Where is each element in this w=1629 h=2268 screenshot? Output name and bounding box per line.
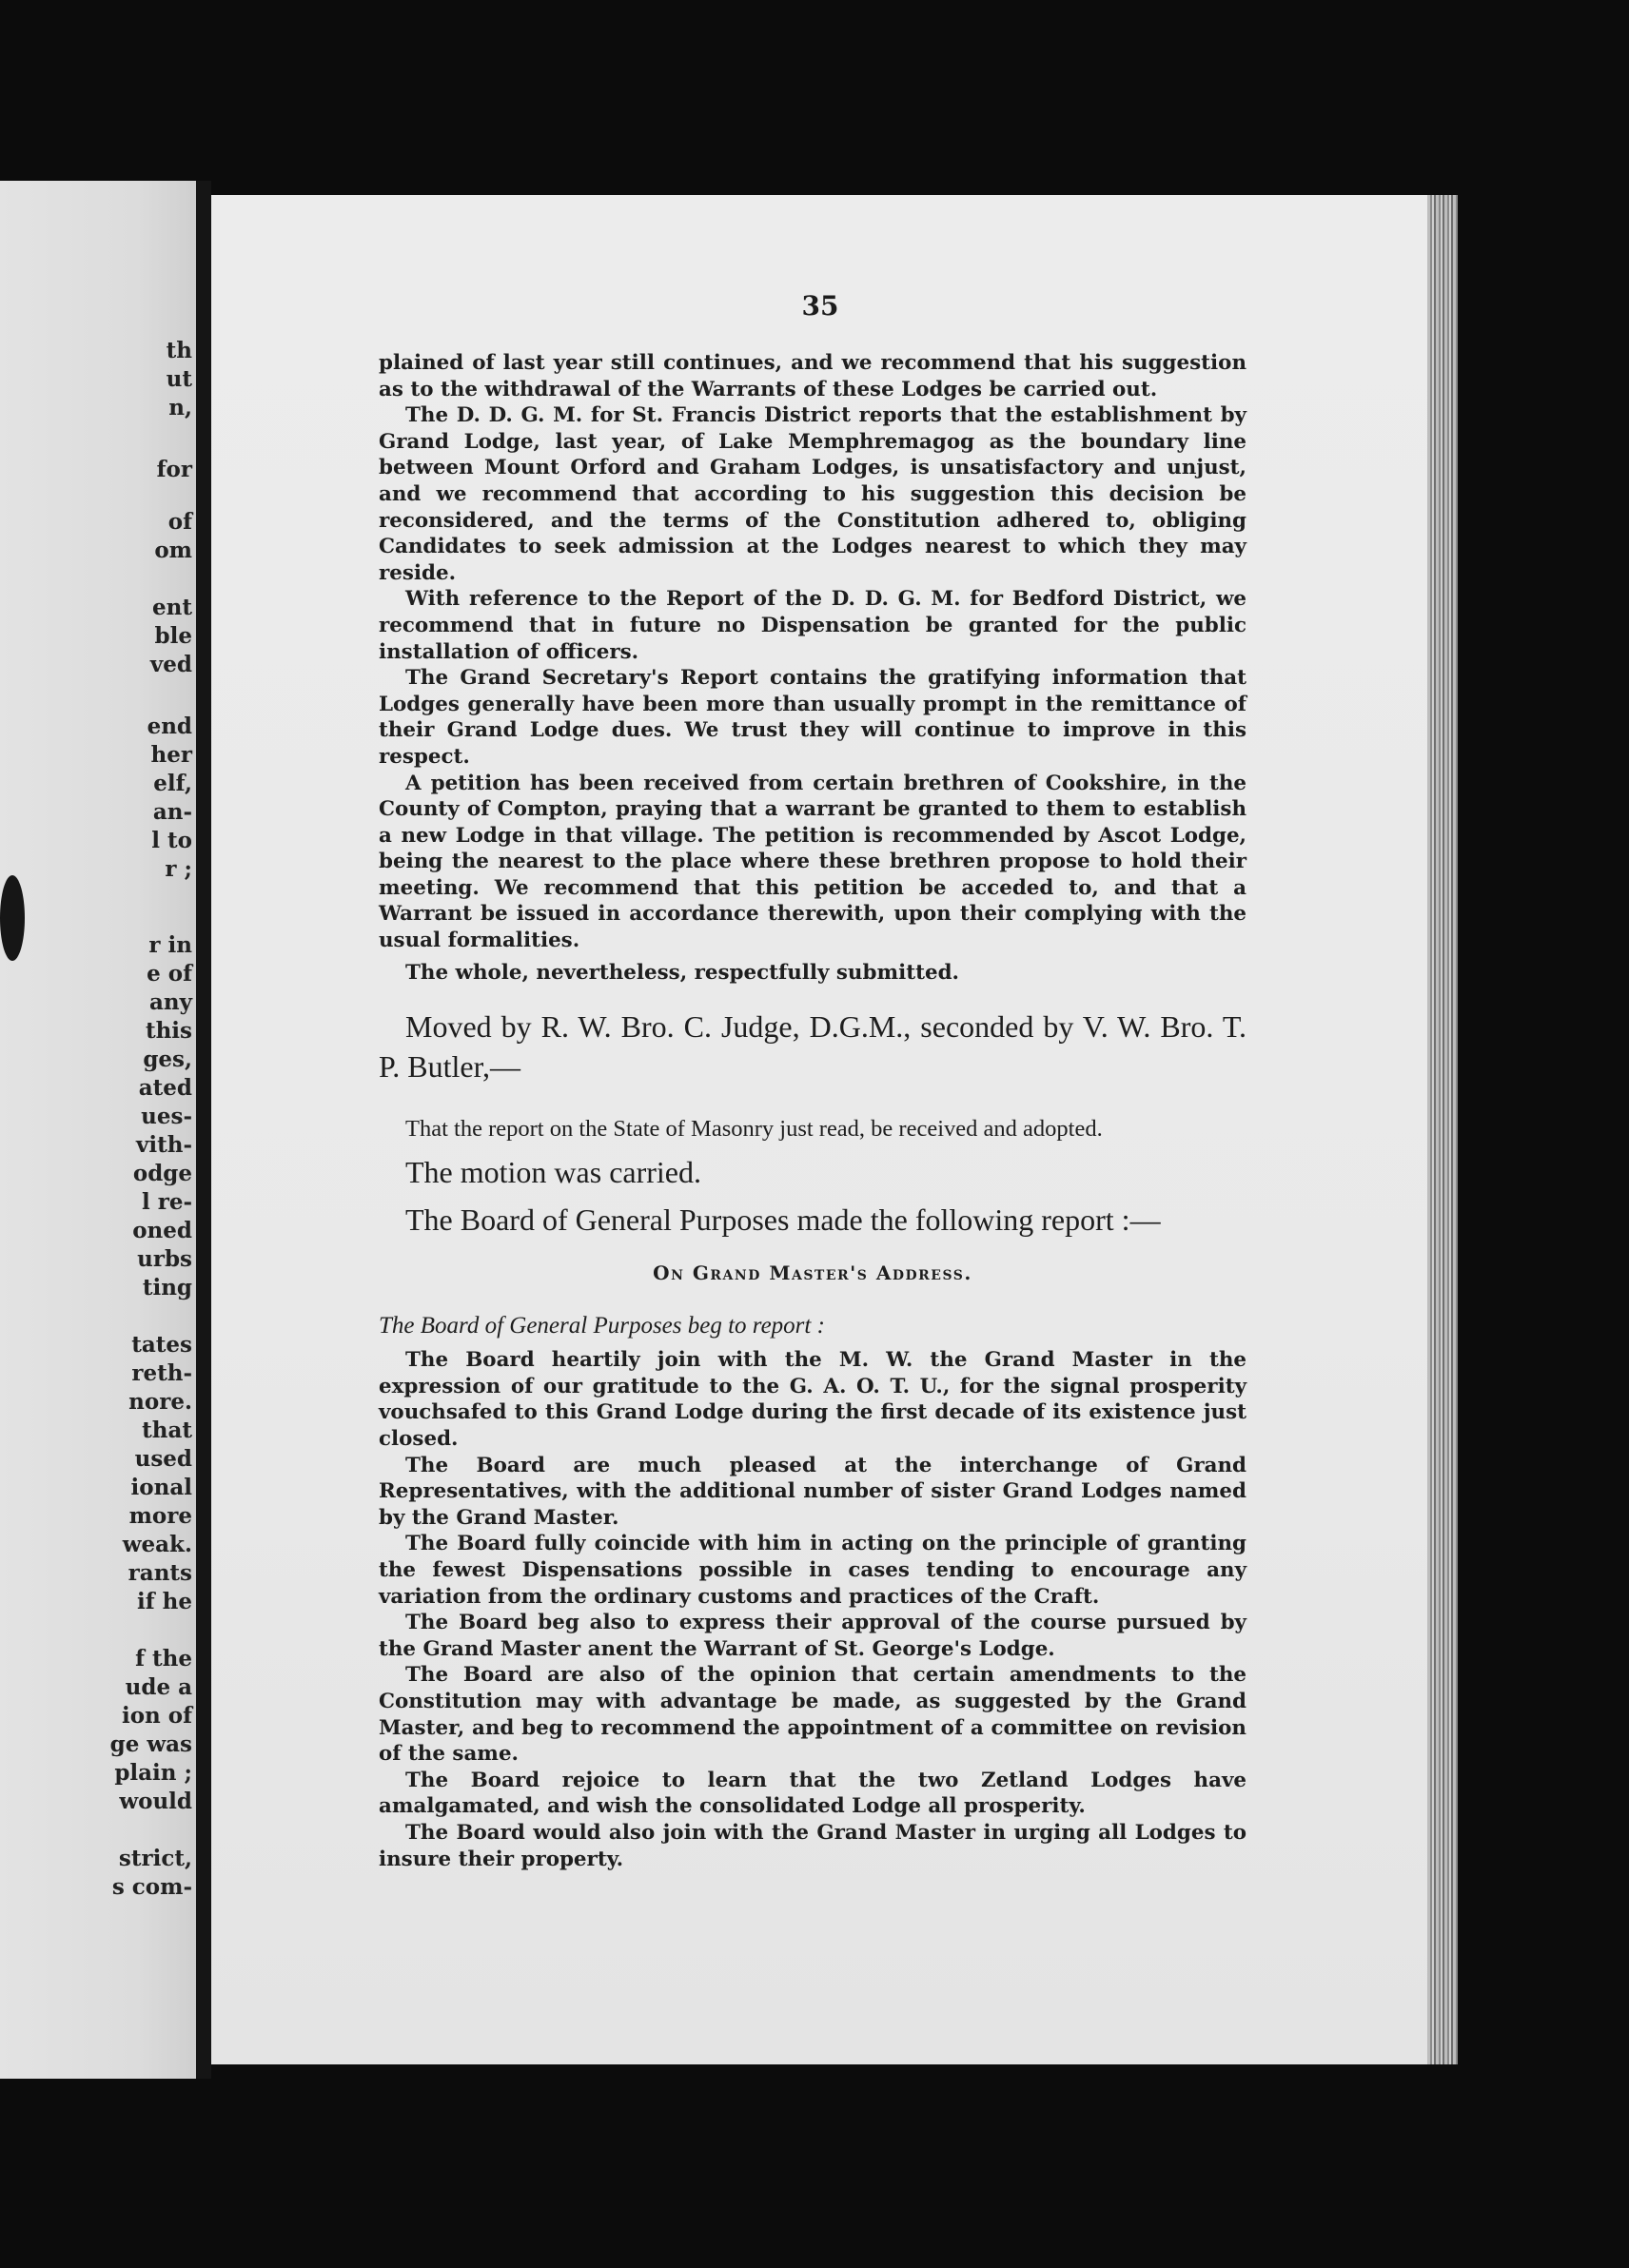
left-page-fragment: ges, <box>143 1046 192 1072</box>
left-page-edge <box>0 181 196 2079</box>
board-paragraph: The Board are also of the opinion that certain amendments to the Constitution may with advantage be made, as suggested by the Grand Master, and beg to recommend the appointment of a committee on revision of the same. <box>379 1663 1246 1767</box>
left-page-fragment: ble <box>154 623 192 649</box>
board-paragraph: The Board rejoice to learn that the two Zetland Lodges have amalgamated, and wish the consolidated Lodge all prosperity. <box>379 1768 1246 1819</box>
left-page-fragment: n, <box>168 395 192 420</box>
left-page-fragment: ues- <box>141 1104 192 1129</box>
left-page-fragment: tates <box>131 1332 192 1358</box>
left-page-fragment: reth- <box>131 1360 192 1386</box>
left-page-fragment: that <box>142 1418 192 1443</box>
left-page-fragment: weak. <box>122 1532 192 1557</box>
left-page-fragment: ved <box>149 652 192 677</box>
left-page-fragment: e of <box>147 961 192 987</box>
left-page-fragment: end <box>147 714 192 739</box>
ink-smudge <box>0 875 25 961</box>
left-page-fragment: more <box>128 1503 192 1529</box>
left-page-fragment: odge <box>132 1161 192 1186</box>
left-page-fragment: urbs <box>137 1246 192 1272</box>
left-page-fragment: l re- <box>141 1189 192 1215</box>
left-page-fragment: this <box>145 1018 192 1044</box>
left-page-fragment: ge was <box>109 1731 192 1757</box>
left-page-fragment: if he <box>137 1589 192 1614</box>
left-page-fragment: ional <box>130 1475 192 1500</box>
left-page-fragment: any <box>149 989 192 1015</box>
left-page-fragment: ting <box>142 1275 192 1300</box>
board-paragraph: The Board would also join with the Grand Master in urging all Lodges to insure their property. <box>379 1820 1246 1871</box>
left-page-fragment: vith- <box>136 1132 192 1158</box>
left-page-fragment: s com- <box>111 1874 192 1900</box>
report-closing: The whole, nevertheless, respectfully submitted. <box>405 960 959 985</box>
left-page-fragment: would <box>119 1789 192 1814</box>
left-page-fragment: om <box>154 538 192 563</box>
board-paragraph: The Board beg also to express their approval of the course pursued by the Grand Master anent the Warrant of St. George's Lodge. <box>379 1611 1246 1661</box>
report-paragraph: A petition has been received from certain brethren of Cookshire, in the County of Compton, praying that a warrant be granted to them to establish a new Lodge in that village. The petition is recommended by Ascot Lodge, being the nearest to the place where these brethren propose to hold their meeting. We recommend that this petition be acceded to, and that a Warrant be issued in accordance therewith, upon their complying with the usual formalities. <box>379 771 1246 953</box>
board-report-intro-line: The Board of General Purposes made the following report :— <box>405 1202 1161 1238</box>
page-number: 35 <box>801 290 839 322</box>
motion-moved: Moved by R. W. Bro. C. Judge, D.G.M., seconded by V. W. Bro. T. P. Butler,— <box>379 1009 1246 1085</box>
board-paragraph: The Board are much pleased at the interchange of Grand Representatives, with the additional number of sister Grand Lodges named by the Grand Master. <box>379 1453 1246 1530</box>
left-page-fragment: elf, <box>153 771 192 796</box>
page-body <box>379 350 1246 1872</box>
left-page-fragment: r in <box>148 932 192 958</box>
left-page-fragment: ude a <box>125 1674 192 1700</box>
left-page-fragment: of <box>167 509 192 535</box>
report-paragraph: plained of last year still continues, and we recommend that his suggestion as to the withdrawal of the Warrants of these Lodges be carried out. <box>379 351 1246 401</box>
left-page-fragment: ion of <box>121 1703 192 1729</box>
left-page-fragment: nore. <box>128 1389 192 1415</box>
board-paragraph: The Board heartily join with the M. W. the Grand Master in the expression of our gratitude to the G. A. O. T. U., for the signal prosperity vouchsafed to this Grand Lodge during the first decade of its existence just closed. <box>379 1348 1246 1452</box>
left-page-fragment: th <box>166 338 192 363</box>
left-page-fragment: plain ; <box>114 1760 192 1786</box>
left-page-fragment: r ; <box>165 856 192 882</box>
report-paragraph: The D. D. G. M. for St. Francis District reports that the establishment by Grand Lodge, last year, of Lake Memphremagog as the boundary line between Mount Orford and Graham Lodges, is unsatisfactory and unjust, and we recommend that according to his suggestion this decision be reconsidered, and the terms of the Constitution adhered to, obliging Candidates to seek admission at the Lodges nearest to which they may reside. <box>379 403 1246 585</box>
left-page-fragment: f the <box>135 1646 192 1672</box>
page-35 <box>211 195 1429 2064</box>
left-page-fragment: ut <box>166 366 192 392</box>
board-intro: The Board of General Purposes beg to report : <box>379 1313 825 1339</box>
left-page-fragment: her <box>150 742 192 768</box>
board-report <box>379 1347 1246 1872</box>
book-gutter <box>196 181 211 2079</box>
motion-resolution: That the report on the State of Masonry just read, be received and adopted. <box>405 1116 1103 1143</box>
left-page-fragment: for <box>156 457 192 482</box>
left-page-fragment: l to <box>151 828 192 853</box>
report-paragraph: The Grand Secretary's Report contains the gratifying information that Lodges generally have been more than usually prompt in the remittance of their Grand Lodge dues. We trust they will continue to improve in this respect. <box>379 666 1246 769</box>
left-page-fragment: rants <box>128 1560 192 1586</box>
left-page-fragment: used <box>134 1446 192 1472</box>
page-stack-edges <box>1427 195 1458 2064</box>
left-page-fragment: an- <box>152 799 192 825</box>
left-page-fragment: strict, <box>118 1846 192 1871</box>
left-page-fragment: ated <box>138 1075 192 1101</box>
section-heading-text: On Grand Master's Address. <box>653 1261 972 1285</box>
masonry-report <box>379 350 1246 986</box>
section-heading <box>379 1261 1246 1284</box>
left-page-fragment: oned <box>132 1218 192 1243</box>
left-page-fragment: ent <box>152 595 192 620</box>
motion-carried: The motion was carried. <box>405 1155 701 1190</box>
board-paragraph: The Board fully coincide with him in acting on the principle of granting the fewest Dispensations possible in cases tending to encourage any variation from the ordinary customs and practices of the Craft. <box>379 1532 1246 1609</box>
report-paragraph: With reference to the Report of the D. D. G. M. for Bedford District, we recommend that in future no Dispensation be granted for the public installation of officers. <box>379 587 1246 664</box>
